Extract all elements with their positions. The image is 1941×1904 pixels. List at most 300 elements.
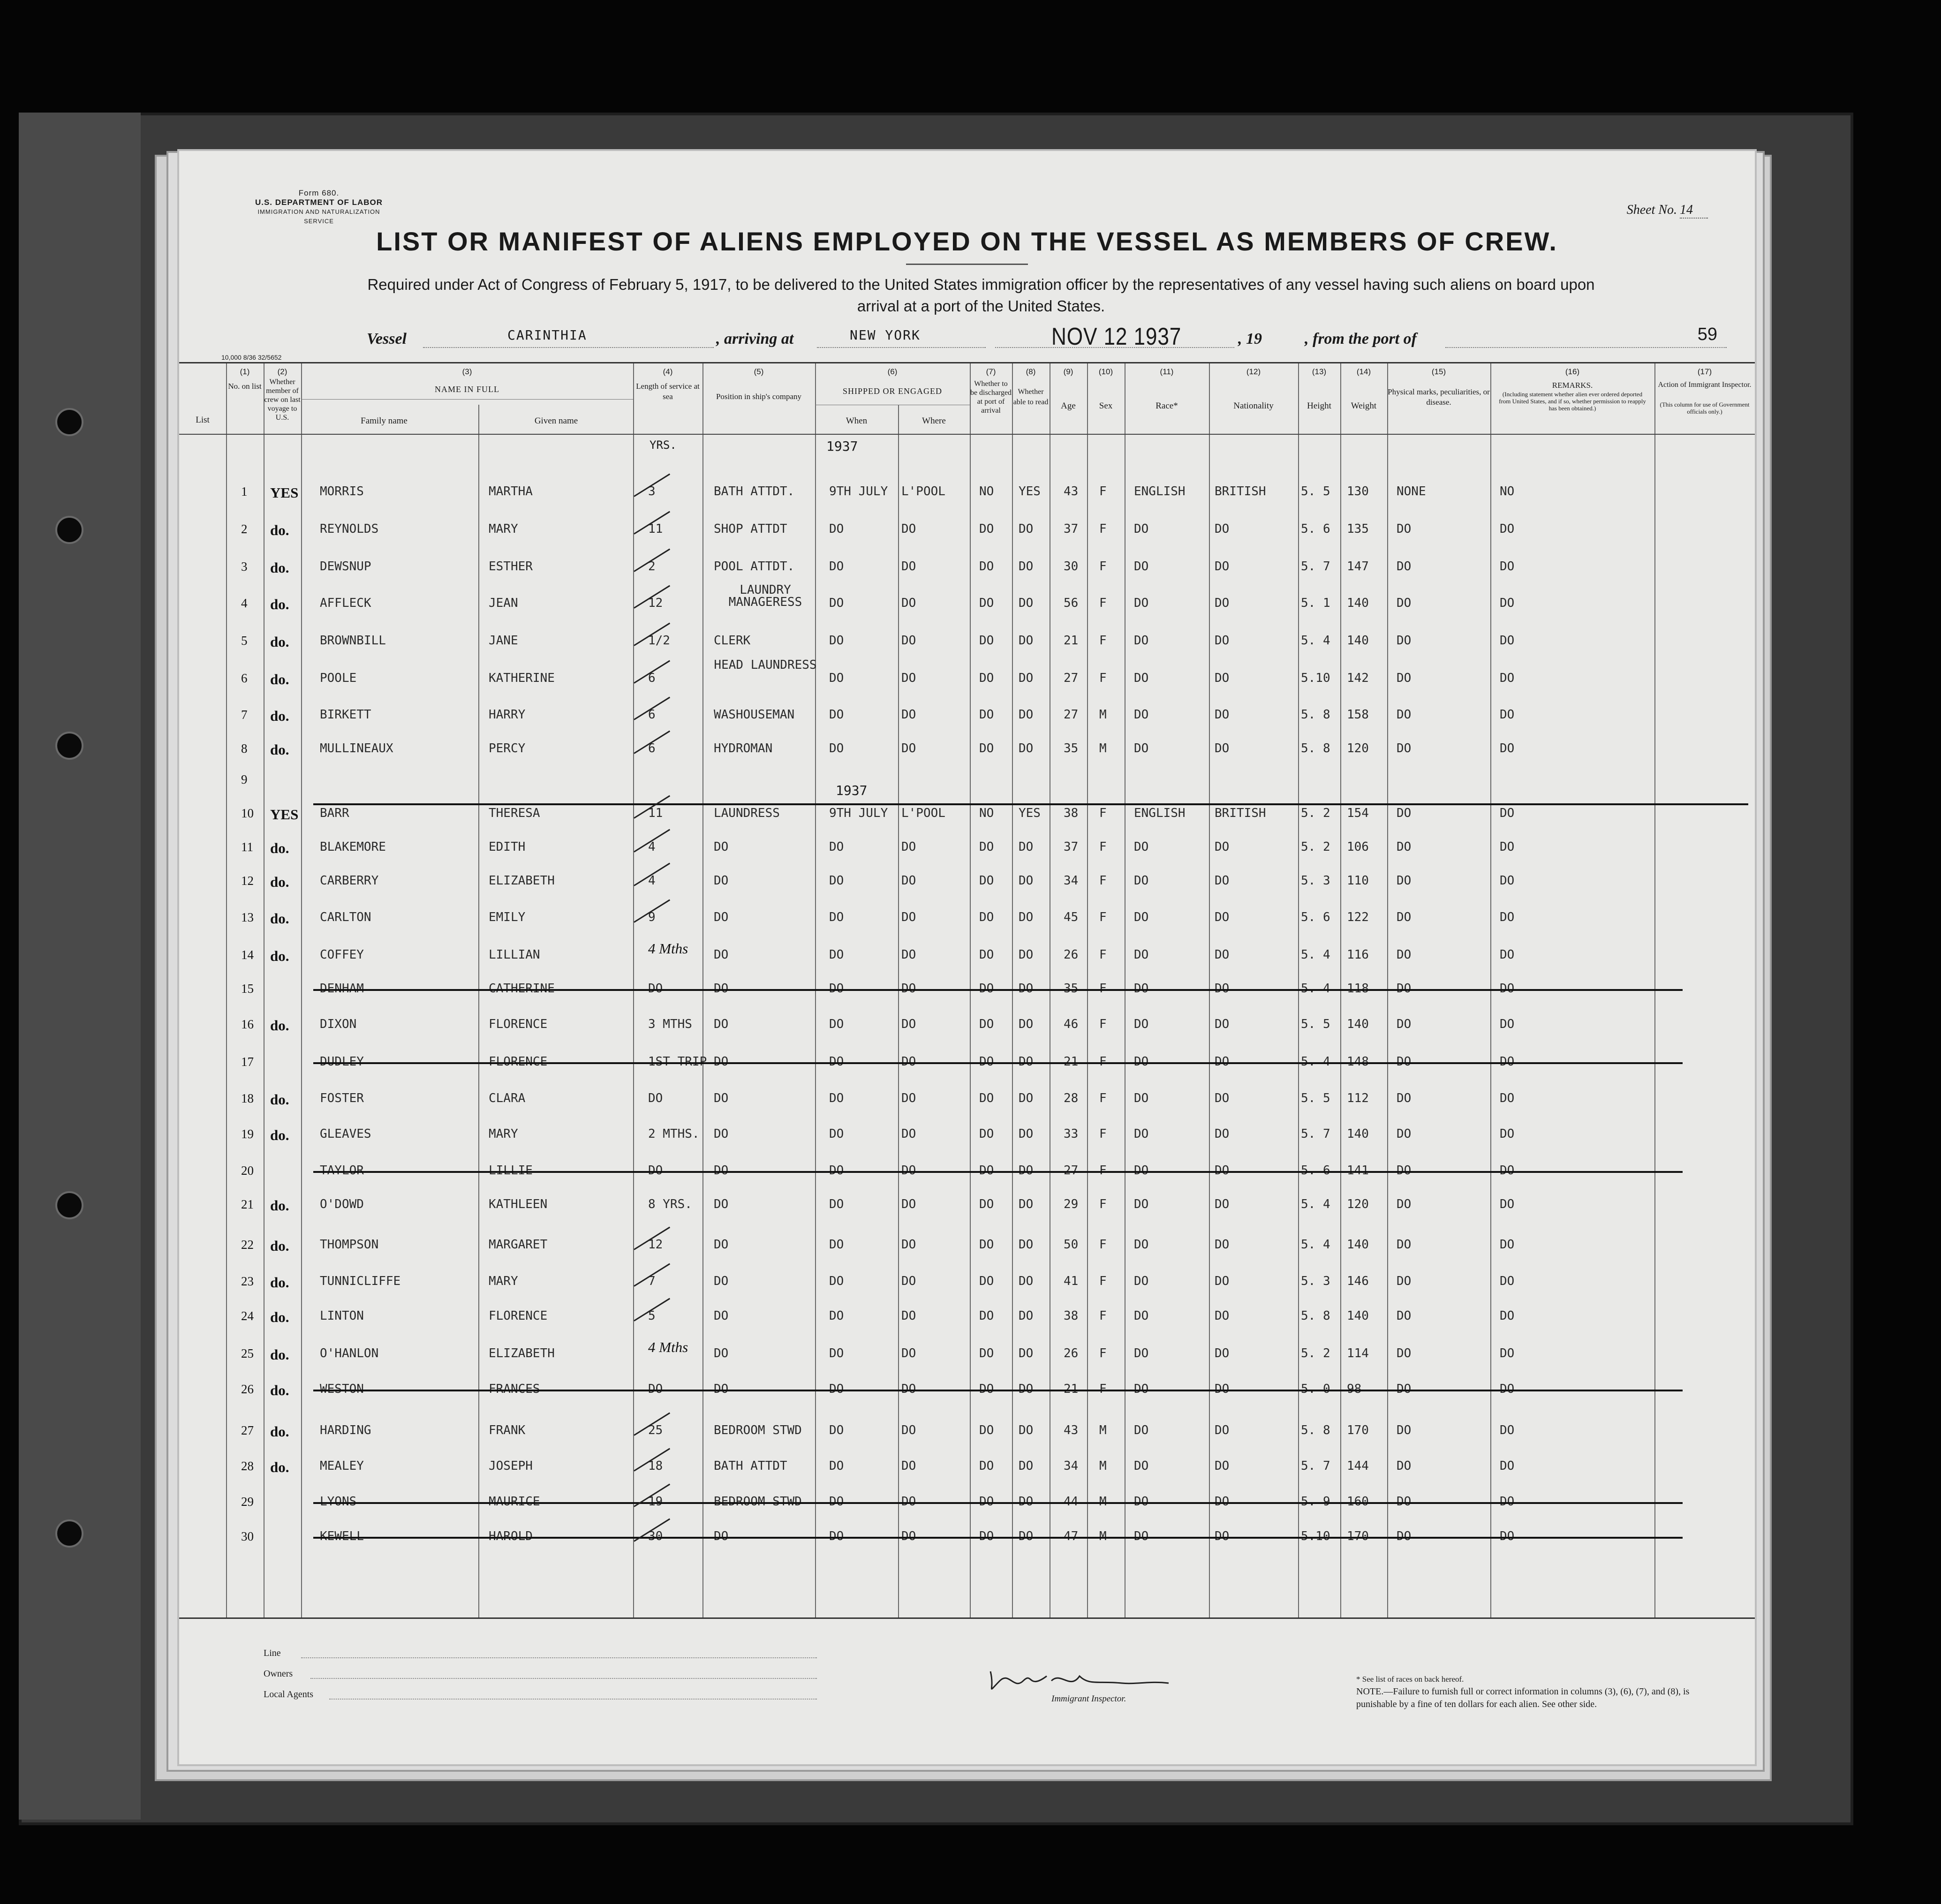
column-number: (6) — [887, 367, 898, 376]
penalty-note: NOTE.—Failure to furnish full or correct information in columns (3), (6), (7), and (8), is punishable by a fine of ten dollars for each alien. See other side. — [1356, 1686, 1690, 1709]
position: HEAD LAUNDRESS — [714, 658, 817, 672]
header-previous-voyage: Whether member of crew on last voyage to U.S. — [264, 378, 301, 422]
discharged: DO — [979, 1495, 994, 1509]
previous-voyage: do. — [270, 1382, 289, 1398]
weight: 147 — [1347, 559, 1369, 574]
header-remarks: REMARKS. — [1552, 381, 1593, 390]
family-name: DEWSNUP — [320, 559, 371, 574]
discharged: NO — [979, 806, 994, 820]
shipped-when: DO — [829, 1238, 844, 1252]
height: 5. 0 — [1301, 1382, 1330, 1396]
height: 5. 8 — [1301, 708, 1330, 722]
height: 5. 5 — [1301, 1017, 1330, 1031]
header-given-name: Given name — [534, 416, 578, 426]
shipped-when: DO — [829, 1459, 844, 1473]
family-name: MULLINEAUX — [320, 741, 393, 756]
nationality: DO — [1215, 948, 1230, 962]
length-of-service: 4 Mths — [648, 940, 688, 957]
family-name: DIXON — [320, 1017, 357, 1031]
shipped-where: DO — [901, 741, 916, 756]
row-number: 26 — [241, 1382, 254, 1396]
weight: 144 — [1347, 1459, 1369, 1473]
previous-voyage: do. — [270, 522, 289, 538]
vessel-line — [367, 325, 1727, 354]
discharged: DO — [979, 1197, 994, 1211]
line-label: Line — [264, 1648, 281, 1658]
shipped-where: DO — [901, 874, 916, 888]
shipped-when: 9TH JULY — [829, 484, 888, 499]
position: DO — [714, 1127, 729, 1141]
nationality: BRITISH — [1215, 806, 1266, 820]
family-name: FOSTER — [320, 1091, 364, 1105]
shipped-when: DO — [829, 671, 844, 685]
header-inspector-action: Action of Immigrant Inspector. — [1658, 381, 1752, 389]
age: 37 — [1064, 522, 1079, 536]
shipped-where: DO — [901, 596, 916, 610]
nationality: BRITISH — [1215, 484, 1266, 499]
row-number: 11 — [241, 840, 253, 854]
remarks: DO — [1500, 522, 1515, 536]
position: DO — [714, 1346, 729, 1360]
sex: F — [1099, 806, 1107, 820]
given-name: FRANK — [489, 1423, 526, 1437]
shipped-when: DO — [829, 1309, 844, 1323]
race: DO — [1134, 1017, 1149, 1031]
length-of-service: 1/2 — [648, 634, 670, 648]
race: ENGLISH — [1134, 484, 1186, 499]
header-race: Race* — [1156, 401, 1178, 411]
binder-strip — [19, 113, 141, 1820]
sex: F — [1099, 1274, 1107, 1288]
height: 5. 3 — [1301, 1274, 1330, 1288]
line-fill — [301, 1657, 817, 1658]
remarks: DO — [1500, 1423, 1515, 1437]
height: 5. 4 — [1301, 1238, 1330, 1252]
sex: F — [1099, 874, 1107, 888]
header-age: Age — [1061, 401, 1076, 411]
discharged: DO — [979, 559, 994, 574]
remarks: DO — [1500, 874, 1515, 888]
height: 5. 4 — [1301, 948, 1330, 962]
previous-voyage: do. — [270, 1017, 289, 1034]
remarks: DO — [1500, 1238, 1515, 1252]
family-name: AFFLECK — [320, 596, 371, 610]
title-rule — [906, 264, 1028, 265]
row-number: 27 — [241, 1423, 254, 1437]
header-nationality: Nationality — [1233, 401, 1274, 411]
from-port-fill-line — [1445, 347, 1727, 348]
table-row — [179, 831, 1755, 863]
nationality: DO — [1215, 559, 1230, 574]
remarks: DO — [1500, 1127, 1515, 1141]
able-to-read: DO — [1019, 708, 1034, 722]
able-to-read: DO — [1019, 910, 1034, 924]
able-to-read: DO — [1019, 596, 1034, 610]
able-to-read: DO — [1019, 1529, 1034, 1543]
family-name: CARBERRY — [320, 874, 379, 888]
sex: F — [1099, 1127, 1107, 1141]
shipped-when: DO — [829, 708, 844, 722]
column-number: (11) — [1160, 367, 1174, 376]
position: DO — [714, 1238, 729, 1252]
discharged: DO — [979, 1423, 994, 1437]
shipped-where: DO — [901, 1346, 916, 1360]
discharged: DO — [979, 1459, 994, 1473]
able-to-read: DO — [1019, 982, 1034, 996]
shipped-when: 9TH JULY — [829, 806, 888, 820]
header-action-note: (This column for use of Government officials only.) — [1660, 401, 1750, 415]
weight: 140 — [1347, 596, 1369, 610]
previous-voyage: do. — [270, 948, 289, 964]
column-number: (2) — [277, 367, 287, 376]
row-number: 21 — [241, 1197, 254, 1211]
shipped-where: DO — [901, 634, 916, 648]
position: WASHOUSEMAN — [714, 708, 795, 722]
shipped-when: DO — [829, 1017, 844, 1031]
race: DO — [1134, 1529, 1149, 1543]
column-number: (3) — [462, 367, 472, 376]
height: 5. 2 — [1301, 806, 1330, 820]
owners-label: Owners — [264, 1669, 293, 1679]
given-name: JEAN — [489, 596, 518, 610]
race: DO — [1134, 1423, 1149, 1437]
sex: F — [1099, 840, 1107, 854]
able-to-read: DO — [1019, 559, 1034, 574]
given-name: CLARA — [489, 1091, 526, 1105]
physical-marks: DO — [1397, 1346, 1412, 1360]
given-name: EMILY — [489, 910, 526, 924]
weight: 142 — [1347, 671, 1369, 685]
family-name: GLEAVES — [320, 1127, 371, 1141]
age: 46 — [1064, 1017, 1079, 1031]
shipped-when: DO — [829, 1495, 844, 1509]
family-name: REYNOLDS — [320, 522, 379, 536]
discharged: DO — [979, 634, 994, 648]
able-to-read: YES — [1019, 806, 1041, 820]
header-discharged: Whether to be discharged at port of arrival — [970, 380, 1012, 415]
height: 5. 2 — [1301, 1346, 1330, 1360]
nationality: DO — [1215, 671, 1230, 685]
physical-marks: DO — [1397, 982, 1412, 996]
remarks: DO — [1500, 1382, 1515, 1396]
sex: F — [1099, 1238, 1107, 1252]
shipped-when: DO — [829, 634, 844, 648]
physical-marks: DO — [1397, 806, 1412, 820]
remarks: DO — [1500, 1197, 1515, 1211]
discharged: DO — [979, 1346, 994, 1360]
row-number: 23 — [241, 1274, 254, 1288]
given-name: KATHERINE — [489, 671, 555, 685]
length-of-service: DO — [648, 1091, 663, 1105]
column-number: (16) — [1565, 367, 1580, 376]
able-to-read: DO — [1019, 1127, 1034, 1141]
remarks: DO — [1500, 806, 1515, 820]
printer-mark: 10,000 8/36 32/5652 — [221, 354, 282, 361]
strike-through-line — [313, 1171, 1683, 1173]
sex: F — [1099, 982, 1107, 996]
table-row — [179, 583, 1755, 620]
height: 5. 6 — [1301, 910, 1330, 924]
nationality: DO — [1215, 1091, 1230, 1105]
discharged: DO — [979, 1529, 994, 1543]
length-of-service: 19 — [648, 1495, 663, 1509]
row-number: 18 — [241, 1091, 254, 1105]
length-of-service: 25 — [648, 1423, 663, 1437]
discharged: DO — [979, 1238, 994, 1252]
shipped-when: DO — [829, 1346, 844, 1360]
row-number: 16 — [241, 1017, 254, 1031]
weight: 170 — [1347, 1423, 1369, 1437]
family-name: WESTON — [320, 1382, 364, 1396]
discharged: DO — [979, 596, 994, 610]
shipped-where: DO — [901, 1423, 916, 1437]
remarks: DO — [1500, 1529, 1515, 1543]
sex: F — [1099, 559, 1107, 574]
length-of-service: 3 MTHS — [648, 1017, 692, 1031]
weight: 98 — [1347, 1382, 1362, 1396]
owners-fill — [310, 1678, 817, 1679]
table-row — [179, 1337, 1755, 1370]
position: BATH ATTDT. — [714, 484, 795, 499]
height: 5. 6 — [1301, 1164, 1330, 1178]
physical-marks: DO — [1397, 948, 1412, 962]
physical-marks: DO — [1397, 1127, 1412, 1141]
sex: F — [1099, 634, 1107, 648]
discharged: DO — [979, 874, 994, 888]
shipped-year-marker: 1937 — [826, 438, 858, 454]
given-name: MARTHA — [489, 484, 533, 499]
sheet-number-label: Sheet No. — [1626, 203, 1677, 217]
given-name: ELIZABETH — [489, 874, 555, 888]
nationality: DO — [1215, 1238, 1230, 1252]
table-row — [179, 1265, 1755, 1298]
sex: F — [1099, 1309, 1107, 1323]
column-number: (14) — [1356, 367, 1371, 376]
physical-marks: DO — [1397, 1495, 1412, 1509]
weight: 120 — [1347, 741, 1369, 756]
weight: 118 — [1347, 982, 1369, 996]
remarks: DO — [1500, 910, 1515, 924]
height: 5. 8 — [1301, 1423, 1330, 1437]
given-name: MARY — [489, 1274, 518, 1288]
shipped-when: DO — [829, 1055, 844, 1069]
discharged: DO — [979, 1382, 994, 1396]
length-of-service: 2 — [648, 559, 656, 574]
position: LAUNDRESS — [714, 806, 780, 820]
shipped-when: DO — [829, 910, 844, 924]
length-of-service: 9 — [648, 910, 656, 924]
family-name: O'HANLON — [320, 1346, 379, 1360]
physical-marks: DO — [1397, 708, 1412, 722]
shipped-where: DO — [901, 1055, 916, 1069]
family-name: MEALEY — [320, 1459, 364, 1473]
family-name: CARLTON — [320, 910, 371, 924]
able-to-read: DO — [1019, 1238, 1034, 1252]
column-number: (4) — [663, 367, 673, 376]
race: DO — [1134, 1055, 1149, 1069]
position: POOL ATTDT. — [714, 559, 795, 574]
row-number: 3 — [241, 559, 248, 574]
column-number: (9) — [1063, 367, 1073, 376]
physical-marks: DO — [1397, 671, 1412, 685]
row-number: 25 — [241, 1346, 254, 1360]
discharged: DO — [979, 1055, 994, 1069]
weight: 122 — [1347, 910, 1369, 924]
height: 5. 7 — [1301, 1127, 1330, 1141]
height: 5. 8 — [1301, 741, 1330, 756]
length-of-service: 11 — [648, 806, 663, 820]
nationality: DO — [1215, 1274, 1230, 1288]
footer-note — [1356, 1673, 1713, 1711]
shipped-where: DO — [901, 1197, 916, 1211]
shipped-where: DO — [901, 1274, 916, 1288]
weight: 158 — [1347, 708, 1369, 722]
punch-hole — [55, 516, 83, 544]
punch-hole — [55, 1191, 83, 1219]
manifest-sheet — [177, 149, 1757, 1766]
header-sex: Sex — [1099, 401, 1113, 411]
weight: 140 — [1347, 1309, 1369, 1323]
physical-marks: DO — [1397, 1309, 1412, 1323]
table-row — [179, 1485, 1755, 1518]
year-label: , 19 — [1238, 330, 1262, 348]
age: 34 — [1064, 1459, 1079, 1473]
nationality: DO — [1215, 1495, 1230, 1509]
previous-voyage: do. — [270, 1238, 289, 1254]
age: 38 — [1064, 1309, 1079, 1323]
discharged: DO — [979, 948, 994, 962]
previous-voyage: do. — [270, 1091, 289, 1108]
page-number: 59 — [1697, 325, 1717, 344]
sex: F — [1099, 671, 1107, 685]
given-name: EDITH — [489, 840, 526, 854]
physical-marks: DO — [1397, 910, 1412, 924]
able-to-read: DO — [1019, 1197, 1034, 1211]
years-unit-marker: YRS. — [650, 438, 677, 452]
shipped-where: DO — [901, 982, 916, 996]
family-name: HARDING — [320, 1423, 371, 1437]
shipped-when: DO — [829, 1274, 844, 1288]
remarks: DO — [1500, 840, 1515, 854]
header-physical-marks: Physical marks, peculiarities, or disease. — [1388, 387, 1490, 407]
previous-voyage: do. — [270, 1197, 289, 1214]
row-number: 8 — [241, 741, 248, 756]
shipped-where: DO — [901, 1127, 916, 1141]
sex: F — [1099, 596, 1107, 610]
able-to-read: DO — [1019, 1423, 1034, 1437]
header-remarks-note: (Including statement whether alien ever ordered deported from United States, and if so, whether permission to reapply has been obtained.) — [1499, 391, 1646, 412]
row-number: 6 — [241, 671, 248, 685]
height: 5. 5 — [1301, 1091, 1330, 1105]
row-number: 13 — [241, 910, 254, 924]
remarks: DO — [1500, 741, 1515, 756]
table-row — [179, 1520, 1755, 1553]
previous-voyage: do. — [270, 1127, 289, 1143]
position: BEDROOM STWD — [714, 1495, 802, 1509]
able-to-read: DO — [1019, 1495, 1034, 1509]
position: DO — [714, 1055, 729, 1069]
race: DO — [1134, 708, 1149, 722]
age: 43 — [1064, 1423, 1079, 1437]
height: 5. 2 — [1301, 840, 1330, 854]
length-of-service: 3 — [648, 484, 656, 499]
shipped-where: DO — [901, 1164, 916, 1178]
header-able-to-read: Whether able to read — [1013, 388, 1049, 406]
age: 21 — [1064, 1055, 1079, 1069]
physical-marks: DO — [1397, 1055, 1412, 1069]
remarks: DO — [1500, 1091, 1515, 1105]
row-number: 9 — [241, 772, 248, 786]
row-number: 12 — [241, 874, 254, 888]
able-to-read: DO — [1019, 1382, 1034, 1396]
family-name: BARR — [320, 806, 349, 820]
weight: 106 — [1347, 840, 1369, 854]
table-row — [179, 797, 1755, 830]
race: DO — [1134, 1127, 1149, 1141]
remarks: DO — [1500, 559, 1515, 574]
age: 47 — [1064, 1529, 1079, 1543]
sex: F — [1099, 948, 1107, 962]
from-port-label: , from the port of — [1305, 330, 1417, 348]
physical-marks: DO — [1397, 559, 1412, 574]
remarks: DO — [1500, 596, 1515, 610]
table-row — [179, 732, 1755, 765]
race: DO — [1134, 874, 1149, 888]
strike-through-line — [313, 1390, 1683, 1391]
height: 5. 4 — [1301, 1055, 1330, 1069]
nationality: DO — [1215, 1423, 1230, 1437]
sex: M — [1099, 1529, 1107, 1543]
weight: 114 — [1347, 1346, 1369, 1360]
shipped-when: DO — [829, 596, 844, 610]
given-name: FRANCES — [489, 1382, 540, 1396]
table-row — [179, 1414, 1755, 1447]
given-name: PERCY — [489, 741, 526, 756]
sex: M — [1099, 1495, 1107, 1509]
family-name: COFFEY — [320, 948, 364, 962]
race: DO — [1134, 741, 1149, 756]
given-name: MARY — [489, 522, 518, 536]
able-to-read: DO — [1019, 840, 1034, 854]
height: 5. 4 — [1301, 634, 1330, 648]
shipped-where: DO — [901, 910, 916, 924]
age: 21 — [1064, 1382, 1079, 1396]
physical-marks: DO — [1397, 522, 1412, 536]
remarks: DO — [1500, 982, 1515, 996]
age: 27 — [1064, 671, 1079, 685]
age: 38 — [1064, 806, 1079, 820]
nationality: DO — [1215, 1164, 1230, 1178]
previous-voyage: do. — [270, 1309, 289, 1325]
service-name: IMMIGRATION AND NATURALIZATION SERVICE — [257, 208, 380, 225]
previous-voyage: do. — [270, 910, 289, 927]
given-name: FLORENCE — [489, 1309, 548, 1323]
position: DO — [714, 948, 729, 962]
column-number: (13) — [1312, 367, 1327, 376]
length-of-service: 8 YRS. — [648, 1197, 692, 1211]
row-number: 7 — [241, 708, 248, 722]
length-of-service: 4 — [648, 874, 656, 888]
shipped-where: DO — [901, 1529, 916, 1543]
sheet-number-value: 14 — [1680, 203, 1708, 219]
previous-voyage: do. — [270, 840, 289, 856]
weight: 140 — [1347, 634, 1369, 648]
given-name: ESTHER — [489, 559, 533, 574]
height: 5.10 — [1301, 1529, 1330, 1543]
height: 5. 7 — [1301, 559, 1330, 574]
manifest-subtitle: Required under Act of Congress of February 5, 1917, to be delivered to the United States immigration officer by the representatives of any vessel having such aliens on board upon arrival at a port of the United States. — [367, 276, 1595, 315]
sex: M — [1099, 741, 1107, 756]
